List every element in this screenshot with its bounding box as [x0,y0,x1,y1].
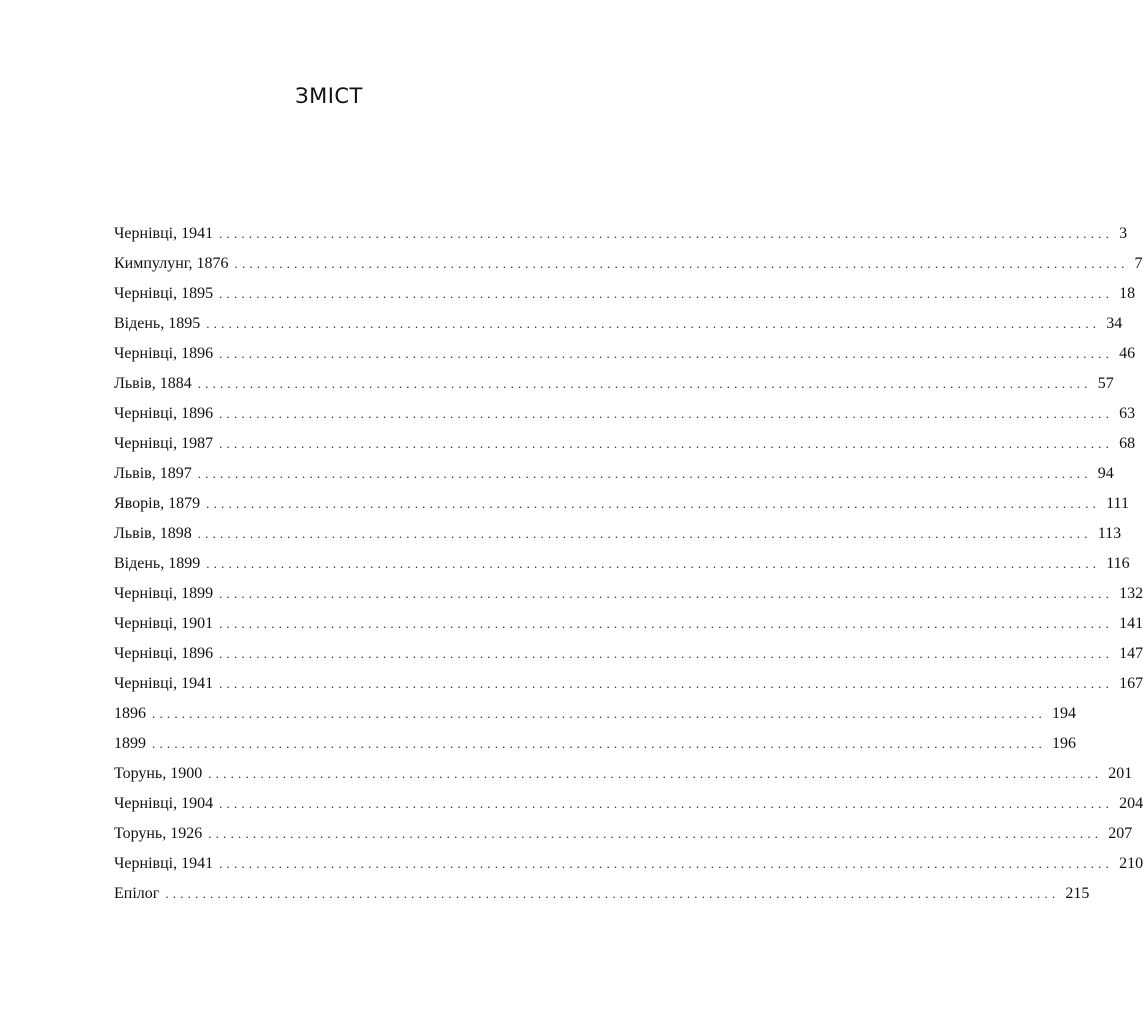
toc-entry-page-number: 194 [1052,705,1076,722]
toc-entry-page-number: 63 [1119,405,1136,422]
toc-entry-page-number: 141 [1119,615,1143,632]
toc-entry-page-number: 46 [1119,345,1136,362]
toc-dot-leader: ........................................................................................................................ [152,736,1046,751]
toc-entry-page-number: 215 [1065,885,1090,902]
table-of-contents [114,219,1143,909]
toc-entry-label: Чернівці, 1987 [114,435,214,452]
toc-entry [114,369,1114,399]
toc-entry-page-number: 204 [1119,795,1143,812]
toc-dot-leader: ........................................................................................................................ [219,796,1114,811]
toc-entry [114,879,1090,909]
toc-entry-label: Торунь, 1900 [114,765,203,782]
toc-entry [114,339,1136,369]
toc-dot-leader: ........................................................................................................................ [234,256,1129,271]
toc-entry-page-number: 210 [1119,855,1143,872]
toc-entry-page-number: 34 [1106,315,1123,332]
toc-entry-page-number: 57 [1097,375,1114,392]
toc-entry [114,729,1076,759]
toc-dot-leader: ........................................................................................................................ [197,466,1092,481]
toc-entry-page-number: 3 [1119,225,1128,242]
toc-entry-label: Чернівці, 1941 [114,225,214,242]
toc-dot-leader: ........................................................................................................................ [152,706,1046,721]
toc-entry [114,759,1133,789]
toc-entry-label: Львів, 1897 [114,465,192,482]
toc-entry-label: Чернівці, 1896 [114,405,214,422]
toc-entry-page-number: 113 [1097,525,1122,542]
toc-entry [114,849,1143,879]
toc-entry [114,549,1130,579]
toc-dot-leader: ........................................................................................................................ [219,346,1114,361]
toc-entry [114,669,1143,699]
toc-entry-label: Чернівці, 1901 [114,615,214,632]
toc-entry-label: Чернівці, 1895 [114,285,214,302]
toc-entry-label: Чернівці, 1899 [114,585,214,602]
toc-dot-leader: ........................................................................................................................ [219,286,1114,301]
toc-entry-label: Епілог [114,885,160,902]
toc-entry-page-number: 132 [1119,585,1143,602]
toc-entry-label: Чернівці, 1896 [114,345,214,362]
toc-dot-leader: ........................................................................................................................ [206,556,1101,571]
toc-dot-leader: ........................................................................................................................ [208,766,1103,781]
toc-entry-page-number: 201 [1108,765,1133,782]
toc-entry-label: Чернівці, 1896 [114,645,214,662]
toc-dot-leader: ........................................................................................................................ [219,406,1114,421]
toc-dot-leader: ........................................................................................................................ [219,586,1114,601]
toc-dot-leader: ........................................................................................................................ [165,886,1060,901]
toc-dot-leader: ........................................................................................................................ [219,856,1114,871]
toc-entry-page-number: 68 [1119,435,1136,452]
toc-entry-label: Львів, 1898 [114,525,192,542]
toc-entry-page-number: 18 [1119,285,1136,302]
toc-entry-page-number: 196 [1052,735,1076,752]
toc-entry-page-number: 147 [1119,645,1143,662]
toc-entry [114,519,1122,549]
toc-entry-label: Чернівці, 1941 [114,675,214,692]
toc-entry [114,309,1123,339]
toc-entry [114,219,1128,249]
toc-entry-label: Відень, 1899 [114,555,201,572]
toc-dot-leader: ........................................................................................................................ [208,826,1103,841]
toc-entry-label: Львів, 1884 [114,375,192,392]
toc-entry-page-number: 167 [1119,675,1143,692]
toc-dot-leader: ........................................................................................................................ [197,376,1092,391]
toc-dot-leader: ........................................................................................................................ [219,676,1114,691]
toc-entry-label: 1899 [114,735,146,752]
toc-dot-leader: ........................................................................................................................ [219,646,1114,661]
toc-entry [114,579,1143,609]
toc-entry [114,399,1136,429]
toc-entry-label: 1896 [114,705,146,722]
toc-entry-label: Відень, 1895 [114,315,201,332]
toc-entry [114,279,1136,309]
toc-entry-label: Чернівці, 1941 [114,855,214,872]
toc-entry [114,819,1133,849]
toc-entry [114,459,1114,489]
toc-dot-leader: ........................................................................................................................ [206,496,1101,511]
toc-entry [114,489,1129,519]
toc-dot-leader: ........................................................................................................................ [206,316,1101,331]
toc-entry-label: Торунь, 1926 [114,825,203,842]
toc-entry [114,639,1143,669]
toc-dot-leader: ........................................................................................................................ [219,616,1114,631]
toc-dot-leader: ........................................................................................................................ [197,526,1092,541]
toc-dot-leader: ........................................................................................................................ [219,436,1114,451]
toc-entry [114,789,1143,819]
toc-dot-leader: ........................................................................................................................ [219,226,1114,241]
toc-entry-page-number: 111 [1106,495,1129,512]
toc-entry [114,429,1136,459]
toc-entry [114,699,1076,729]
toc-entry-page-number: 94 [1097,465,1114,482]
toc-entry-page-number: 116 [1106,555,1130,572]
toc-entry [114,609,1143,639]
toc-entry-label: Кимпулунг, 1876 [114,255,229,272]
toc-entry-label: Чернівці, 1904 [114,795,214,812]
page-title: ЗМІСТ [295,84,363,108]
toc-entry-page-number: 207 [1108,825,1133,842]
toc-entry-page-number: 7 [1134,255,1143,272]
toc-entry [114,249,1143,279]
toc-entry-label: Яворів, 1879 [114,495,201,512]
